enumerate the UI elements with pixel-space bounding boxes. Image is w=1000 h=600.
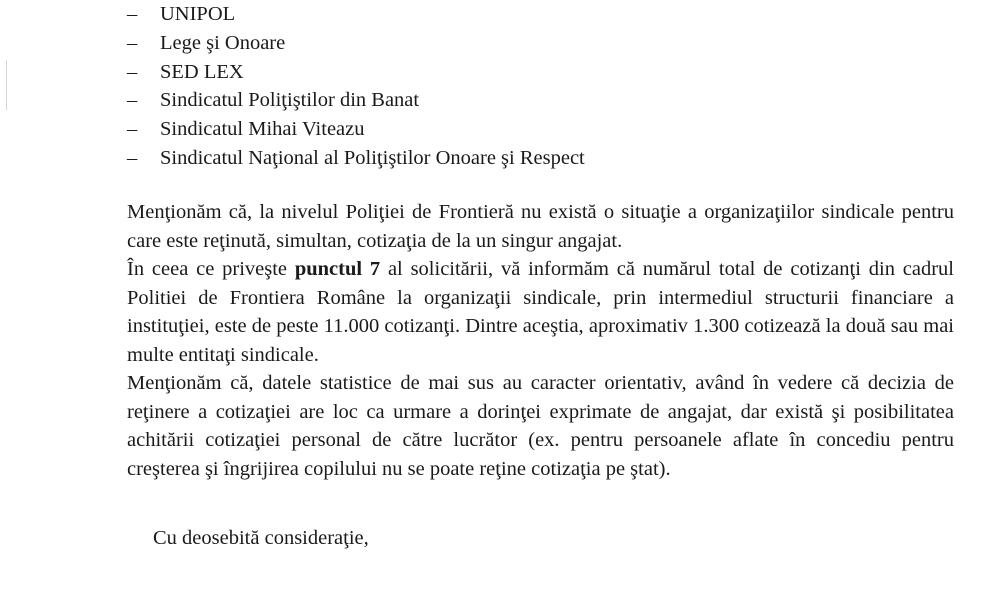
paragraph-text: Menţionăm că, la nivelul Poliţiei de Frontieră nu există o situaţie a organizaţiilor sindicale pentru care este reţinută, simultan, cotizaţia de la un singur angajat. <box>127 201 954 252</box>
list-dash: – <box>127 60 138 83</box>
paragraph-situation-note <box>127 198 954 255</box>
list-dash: – <box>127 31 138 54</box>
list-dash: – <box>127 89 138 112</box>
closing-salutation: Cu deosebită consideraţie, <box>153 527 369 549</box>
list-item <box>127 29 585 58</box>
paragraph-point-7 <box>127 255 954 369</box>
list-item <box>127 86 585 115</box>
list-item-text: Lege şi Onoare <box>160 31 286 54</box>
list-dash: – <box>127 146 138 169</box>
union-list <box>127 0 585 173</box>
scan-edge-mark <box>6 60 7 110</box>
paragraph-emphasis: punctul 7 <box>294 258 381 280</box>
list-item-text: Sindicatul Poliţiştilor din Banat <box>160 89 420 112</box>
list-item-text: Sindicatul Mihai Viteazu <box>160 118 365 141</box>
list-item <box>127 144 585 173</box>
list-dash: – <box>127 118 138 141</box>
list-item <box>127 115 585 144</box>
paragraph-statistics-note <box>127 369 954 483</box>
paragraph-text: Menţionăm că, datele statistice de mai sus au caracter orientativ, având în vedere că decizia de reţinere a cotizaţiei are loc ca urmare a dorinţei exprimate de angajat, dar există şi posibilitatea achitării cotizaţiei personal de către lucrător (ex. pentru persoanele aflate în concediu pentru creşterea şi îngrijirea copilului nu se poate reţine cotizaţia pe ştat). <box>127 372 954 480</box>
list-item-text: SED LEX <box>160 60 244 83</box>
list-dash: – <box>127 3 138 25</box>
list-item-text: UNIPOL <box>160 3 236 25</box>
list-item <box>127 58 585 87</box>
paragraph-text-end: al solicitării, vă informăm că numărul total de cotizanţi din cadrul Politiei de Frontiera Române la organizaţii sindicale, prin intermediul structurii financiare a instituţiei, este de peste 11.000 cotizanţi. Dintre aceştia, aproximativ 1.300 cotizează la două sau mai multe entitaţi sindicale. <box>127 258 954 366</box>
paragraph-text-start: În ceea ce priveşte <box>127 258 295 280</box>
list-item-text: Sindicatul Naţional al Poliţiştilor Onoare şi Respect <box>160 146 585 169</box>
list-item <box>127 0 585 29</box>
